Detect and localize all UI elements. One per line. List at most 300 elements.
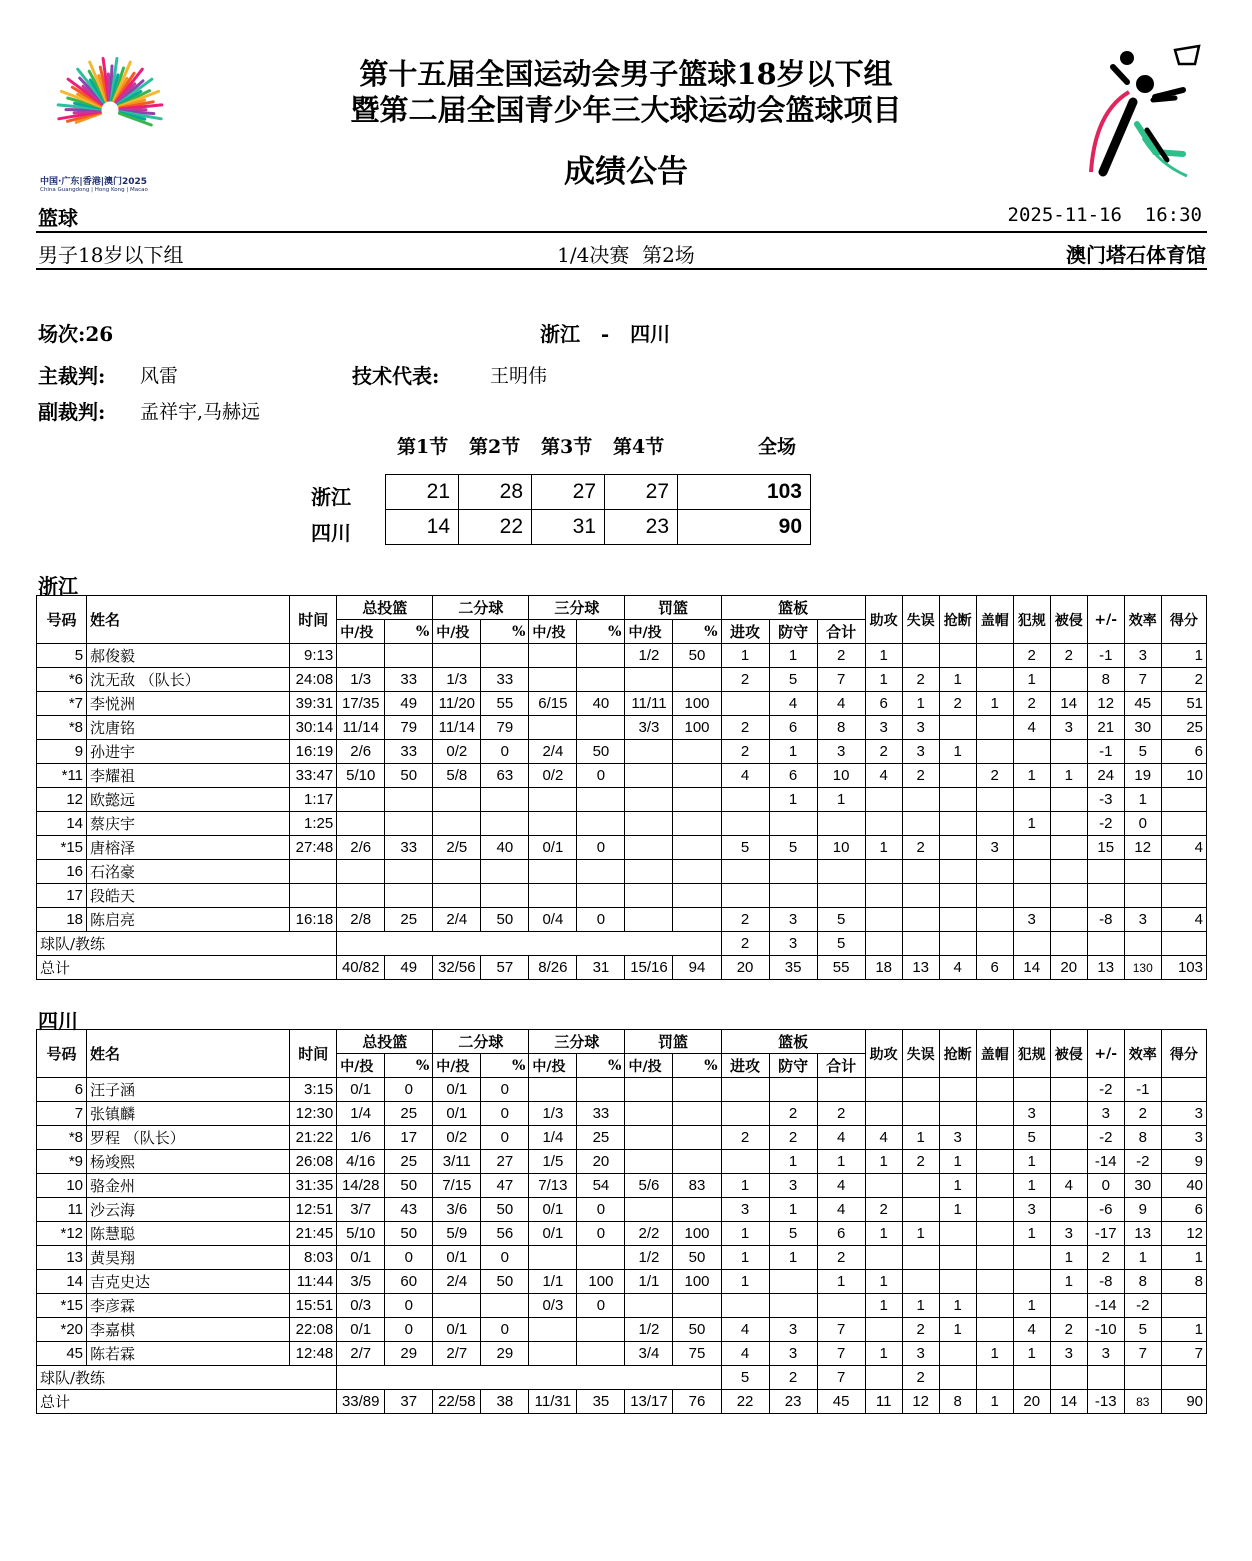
player-row bbox=[37, 836, 1207, 860]
stat-cell: 1 bbox=[865, 1294, 902, 1318]
total-cell: 38 bbox=[481, 1390, 529, 1414]
stat-cell bbox=[976, 668, 1013, 692]
blank-cell bbox=[1050, 932, 1087, 956]
stat-cell: 2 bbox=[721, 716, 769, 740]
stat-cell: 1 bbox=[1013, 812, 1050, 836]
stat-cell: -1 bbox=[1087, 740, 1124, 764]
stat-cell: 1/4 bbox=[529, 1126, 577, 1150]
col-pts: 得分 bbox=[1161, 1030, 1206, 1078]
stat-cell: 24:08 bbox=[290, 668, 337, 692]
stat-cell: 1/1 bbox=[625, 1270, 673, 1294]
logo-caption-en: China Guangdong | Hong Kong | Macao bbox=[40, 187, 148, 193]
stat-cell: 17 bbox=[385, 1126, 433, 1150]
stat-cell: 1:25 bbox=[290, 812, 337, 836]
stat-cell: 33 bbox=[385, 740, 433, 764]
stat-cell: 2 bbox=[817, 1246, 865, 1270]
stat-cell: 30 bbox=[1124, 716, 1161, 740]
col-time: 时间 bbox=[290, 596, 337, 644]
stat-cell bbox=[817, 812, 865, 836]
stat-cell: 7 bbox=[817, 668, 865, 692]
player-row bbox=[37, 1078, 1207, 1102]
stat-cell: 63 bbox=[481, 764, 529, 788]
stat-cell bbox=[939, 812, 976, 836]
col-tot-reb: 合计 bbox=[817, 620, 865, 644]
stat-cell bbox=[1050, 884, 1087, 908]
stat-cell: 100 bbox=[577, 1270, 625, 1294]
col-number: 号码 bbox=[37, 596, 87, 644]
stat-cell bbox=[673, 1102, 721, 1126]
stat-cell bbox=[939, 764, 976, 788]
stat-cell: 43 bbox=[385, 1198, 433, 1222]
stat-cell: 4 bbox=[1161, 836, 1206, 860]
blank-cell bbox=[865, 932, 902, 956]
stat-cell bbox=[865, 860, 902, 884]
player-row bbox=[37, 692, 1207, 716]
stat-cell bbox=[902, 860, 939, 884]
stat-cell: 3 bbox=[865, 716, 902, 740]
stat-cell bbox=[433, 884, 481, 908]
total-cell: 20 bbox=[1013, 1390, 1050, 1414]
col-pct: % bbox=[481, 620, 529, 644]
stat-cell: -3 bbox=[1087, 788, 1124, 812]
team-tot-reb: 7 bbox=[817, 1366, 865, 1390]
stat-cell: 2/6 bbox=[337, 836, 385, 860]
stat-cell bbox=[625, 1198, 673, 1222]
stat-cell: 21:22 bbox=[290, 1126, 337, 1150]
stat-cell bbox=[865, 788, 902, 812]
player-row bbox=[37, 644, 1207, 668]
stat-cell: 5 bbox=[769, 1222, 817, 1246]
player-name: 李彦霖 bbox=[87, 1294, 290, 1318]
stat-cell: 100 bbox=[673, 1222, 721, 1246]
stat-cell bbox=[577, 1342, 625, 1366]
stat-cell: 50 bbox=[673, 1246, 721, 1270]
stat-cell: 3/6 bbox=[433, 1198, 481, 1222]
col-pct: % bbox=[577, 620, 625, 644]
col-pct: % bbox=[385, 620, 433, 644]
total-cell: 94 bbox=[673, 956, 721, 980]
stat-cell bbox=[1050, 668, 1087, 692]
stat-cell: 50 bbox=[481, 908, 529, 932]
umpires-names: 孟祥宇,马赫远 bbox=[140, 401, 261, 423]
stat-cell: 5/8 bbox=[433, 764, 481, 788]
stat-cell: 0 bbox=[1124, 812, 1161, 836]
stat-cell: 1 bbox=[1161, 1246, 1206, 1270]
player-row bbox=[37, 668, 1207, 692]
player-row bbox=[37, 1126, 1207, 1150]
player-name: 沈无敌 （队长） bbox=[87, 668, 290, 692]
col-pct: % bbox=[673, 1054, 721, 1078]
stat-cell: 6 bbox=[817, 1222, 865, 1246]
col-blk: 盖帽 bbox=[976, 1030, 1013, 1078]
stat-cell: 1 bbox=[1013, 1222, 1050, 1246]
col-made-att: 中/投 bbox=[625, 1054, 673, 1078]
stat-cell bbox=[577, 788, 625, 812]
stat-cell: 3/5 bbox=[337, 1270, 385, 1294]
stat-cell bbox=[817, 1294, 865, 1318]
stat-cell bbox=[673, 668, 721, 692]
stat-cell bbox=[290, 860, 337, 884]
stat-cell: 4 bbox=[1013, 716, 1050, 740]
stat-cell: 8 bbox=[817, 716, 865, 740]
stat-cell: 5 bbox=[721, 836, 769, 860]
stat-cell: 1 bbox=[1013, 1294, 1050, 1318]
stat-cell: 33:47 bbox=[290, 764, 337, 788]
player-number: 6 bbox=[37, 1078, 87, 1102]
stat-cell: 0/2 bbox=[529, 764, 577, 788]
team-def-reb: 2 bbox=[769, 1366, 817, 1390]
stat-cell: 0/1 bbox=[337, 1246, 385, 1270]
stat-cell: 49 bbox=[385, 692, 433, 716]
stat-cell: 50 bbox=[673, 1318, 721, 1342]
stat-cell: 2/7 bbox=[433, 1342, 481, 1366]
total-cell: 35 bbox=[769, 956, 817, 980]
player-number: *15 bbox=[37, 1294, 87, 1318]
stat-cell: 26:08 bbox=[290, 1150, 337, 1174]
umpires-label: 副裁判: bbox=[38, 400, 106, 424]
stat-cell: 25 bbox=[577, 1126, 625, 1150]
stat-cell bbox=[673, 740, 721, 764]
stat-cell: 1 bbox=[769, 740, 817, 764]
stat-cell bbox=[721, 812, 769, 836]
stat-cell: 4/16 bbox=[337, 1150, 385, 1174]
header-row bbox=[37, 1030, 1207, 1054]
total-cell: 4 bbox=[939, 956, 976, 980]
player-row bbox=[37, 1174, 1207, 1198]
stat-cell bbox=[673, 1294, 721, 1318]
stat-cell bbox=[902, 1246, 939, 1270]
stat-cell: 4 bbox=[1013, 1318, 1050, 1342]
stat-cell: 3 bbox=[769, 1318, 817, 1342]
q4-score: 23 bbox=[605, 510, 678, 545]
stat-cell: 1 bbox=[769, 1198, 817, 1222]
player-name: 杨竣熙 bbox=[87, 1150, 290, 1174]
stat-cell bbox=[290, 884, 337, 908]
stat-cell: 2 bbox=[721, 668, 769, 692]
stat-cell: 6 bbox=[1161, 1198, 1206, 1222]
stat-cell bbox=[976, 1222, 1013, 1246]
stat-cell bbox=[385, 860, 433, 884]
col-made-att: 中/投 bbox=[433, 1054, 481, 1078]
q4-score: 27 bbox=[605, 475, 678, 510]
totals-row bbox=[37, 956, 1207, 980]
stat-cell bbox=[577, 1078, 625, 1102]
stat-cell bbox=[902, 1102, 939, 1126]
stat-cell: 1 bbox=[939, 1150, 976, 1174]
total-cell: 6 bbox=[976, 956, 1013, 980]
stat-cell: 4 bbox=[721, 1342, 769, 1366]
col-pct: % bbox=[673, 620, 721, 644]
total-cell: 130 bbox=[1124, 956, 1161, 980]
stat-cell bbox=[625, 860, 673, 884]
stat-cell: 1 bbox=[721, 1270, 769, 1294]
stat-cell: 1/3 bbox=[433, 668, 481, 692]
player-row bbox=[37, 1222, 1207, 1246]
total-cell: 23 bbox=[769, 1390, 817, 1414]
stat-cell: 6 bbox=[1161, 740, 1206, 764]
stat-cell: 13 bbox=[1124, 1222, 1161, 1246]
total-cell: 31 bbox=[577, 956, 625, 980]
player-name: 沙云海 bbox=[87, 1198, 290, 1222]
stat-cell: 1 bbox=[1124, 1246, 1161, 1270]
col-def-reb: 防守 bbox=[769, 620, 817, 644]
player-row bbox=[37, 740, 1207, 764]
stat-cell: 1:17 bbox=[290, 788, 337, 812]
stat-cell bbox=[1013, 1246, 1050, 1270]
divider bbox=[36, 268, 1207, 270]
stat-cell bbox=[939, 1078, 976, 1102]
stat-cell bbox=[529, 1318, 577, 1342]
player-name: 陈启亮 bbox=[87, 908, 290, 932]
total-cell: 11 bbox=[865, 1390, 902, 1414]
tech-delegate-name: 王明伟 bbox=[490, 365, 548, 387]
stat-cell: 16:19 bbox=[290, 740, 337, 764]
stat-cell: 0/1 bbox=[529, 836, 577, 860]
stat-cell: 3 bbox=[769, 1342, 817, 1366]
player-number: 11 bbox=[37, 1198, 87, 1222]
player-number: *6 bbox=[37, 668, 87, 692]
quarter-team-1: 浙江 bbox=[311, 485, 351, 509]
blank-cell bbox=[337, 932, 721, 956]
stat-cell bbox=[976, 908, 1013, 932]
stat-cell: 11/14 bbox=[337, 716, 385, 740]
stat-cell bbox=[976, 788, 1013, 812]
player-number: 12 bbox=[37, 788, 87, 812]
col-blk: 盖帽 bbox=[976, 596, 1013, 644]
stat-cell bbox=[577, 668, 625, 692]
stat-cell: 1 bbox=[976, 692, 1013, 716]
stat-cell bbox=[976, 1198, 1013, 1222]
stat-cell: 9:13 bbox=[290, 644, 337, 668]
col-reb: 篮板 bbox=[721, 596, 865, 620]
stat-cell bbox=[976, 644, 1013, 668]
team-2-heading: 四川 bbox=[38, 1009, 78, 1033]
stat-cell bbox=[865, 1102, 902, 1126]
col-fg: 总投篮 bbox=[337, 596, 433, 620]
total-cell: 13/17 bbox=[625, 1390, 673, 1414]
stat-cell: 33 bbox=[577, 1102, 625, 1126]
stat-cell: 12:51 bbox=[290, 1198, 337, 1222]
stat-cell: 16:18 bbox=[290, 908, 337, 932]
stat-cell: 11/14 bbox=[433, 716, 481, 740]
player-number: 16 bbox=[37, 860, 87, 884]
title-line-2: 暨第二届全国青少年三大球运动会篮球项目 bbox=[350, 93, 902, 127]
stat-cell: 6 bbox=[769, 764, 817, 788]
stat-cell bbox=[625, 764, 673, 788]
stat-cell: 2 bbox=[721, 908, 769, 932]
stat-cell: 3 bbox=[939, 1126, 976, 1150]
player-row bbox=[37, 1270, 1207, 1294]
stat-cell: 2 bbox=[902, 764, 939, 788]
stat-cell: 7 bbox=[1124, 1342, 1161, 1366]
stat-cell bbox=[769, 812, 817, 836]
player-name: 李耀祖 bbox=[87, 764, 290, 788]
stat-cell: 79 bbox=[385, 716, 433, 740]
quarter-1-label: 第1节 bbox=[397, 436, 449, 458]
quarter-team-2: 四川 bbox=[311, 521, 351, 545]
col-pm: +/- bbox=[1087, 596, 1124, 644]
stat-cell: 12 bbox=[1087, 692, 1124, 716]
stat-cell bbox=[673, 1078, 721, 1102]
stat-cell: 54 bbox=[577, 1174, 625, 1198]
stat-cell bbox=[817, 1078, 865, 1102]
stat-cell: 2 bbox=[939, 692, 976, 716]
team-coach-row bbox=[37, 932, 1207, 956]
stat-cell bbox=[1161, 1078, 1206, 1102]
team-1-box-score bbox=[36, 595, 1207, 980]
col-made-att: 中/投 bbox=[337, 1054, 385, 1078]
stat-cell: 1 bbox=[865, 836, 902, 860]
stat-cell: -2 bbox=[1087, 1126, 1124, 1150]
stat-cell: 1 bbox=[939, 1198, 976, 1222]
stat-cell bbox=[939, 908, 976, 932]
stat-cell: 100 bbox=[673, 692, 721, 716]
col-two: 二分球 bbox=[433, 596, 529, 620]
stat-cell bbox=[817, 884, 865, 908]
stat-cell bbox=[385, 812, 433, 836]
stat-cell: 30 bbox=[1124, 1174, 1161, 1198]
tech-delegate-label: 技术代表: bbox=[352, 364, 440, 388]
stat-cell: 14 bbox=[1050, 692, 1087, 716]
stat-cell: 60 bbox=[385, 1270, 433, 1294]
stat-cell bbox=[1124, 860, 1161, 884]
q2-score: 22 bbox=[459, 510, 532, 545]
stat-cell: -2 bbox=[1087, 812, 1124, 836]
stat-cell: 2 bbox=[902, 836, 939, 860]
stat-cell bbox=[1050, 788, 1087, 812]
stat-cell: 39:31 bbox=[290, 692, 337, 716]
stat-cell: 3 bbox=[1050, 1342, 1087, 1366]
player-name: 段皓天 bbox=[87, 884, 290, 908]
stat-cell: 2 bbox=[1013, 644, 1050, 668]
stat-cell bbox=[721, 1294, 769, 1318]
stat-cell: 1 bbox=[1013, 1174, 1050, 1198]
stat-cell: 0/1 bbox=[433, 1078, 481, 1102]
player-row bbox=[37, 812, 1207, 836]
stat-cell: 0 bbox=[385, 1318, 433, 1342]
total-cell: 13 bbox=[902, 956, 939, 980]
stat-cell: 2 bbox=[1050, 1318, 1087, 1342]
stat-cell: 8 bbox=[1124, 1126, 1161, 1150]
stat-cell bbox=[939, 716, 976, 740]
stat-cell: 2 bbox=[1050, 644, 1087, 668]
stat-cell bbox=[481, 788, 529, 812]
stat-cell: 2 bbox=[769, 1126, 817, 1150]
stat-cell bbox=[939, 1222, 976, 1246]
stat-cell: 0/2 bbox=[433, 1126, 481, 1150]
stat-cell: 3 bbox=[1087, 1102, 1124, 1126]
player-name: 罗程 （队长） bbox=[87, 1126, 290, 1150]
player-name: 陈慧聪 bbox=[87, 1222, 290, 1246]
stat-cell: 0 bbox=[481, 1318, 529, 1342]
stat-cell: 1 bbox=[939, 1318, 976, 1342]
stat-cell bbox=[769, 884, 817, 908]
stat-cell: 2/5 bbox=[433, 836, 481, 860]
stat-cell bbox=[769, 1294, 817, 1318]
stat-cell bbox=[939, 1246, 976, 1270]
stat-cell: 1 bbox=[865, 1150, 902, 1174]
logo-caption-cn: 中国·广东|香港|澳门2025 bbox=[40, 177, 148, 187]
stat-cell bbox=[1050, 812, 1087, 836]
stat-cell bbox=[433, 812, 481, 836]
stat-cell: 1 bbox=[976, 1342, 1013, 1366]
stat-cell bbox=[939, 860, 976, 884]
stat-cell bbox=[577, 812, 625, 836]
stat-cell: 0 bbox=[481, 740, 529, 764]
player-name: 陈若霖 bbox=[87, 1342, 290, 1366]
stat-cell: 7 bbox=[1124, 668, 1161, 692]
stat-cell bbox=[625, 836, 673, 860]
stat-cell: -6 bbox=[1087, 1198, 1124, 1222]
round-label: 1/4决赛 第2场 bbox=[557, 243, 695, 267]
team-coach-row bbox=[37, 1366, 1207, 1390]
stat-cell: 3 bbox=[1013, 1102, 1050, 1126]
stat-cell: 4 bbox=[865, 1126, 902, 1150]
stat-cell: 4 bbox=[721, 1318, 769, 1342]
stat-cell: 2/2 bbox=[625, 1222, 673, 1246]
stat-cell bbox=[433, 860, 481, 884]
stat-cell: 50 bbox=[385, 1174, 433, 1198]
stat-cell: 1/3 bbox=[337, 668, 385, 692]
stat-cell bbox=[673, 764, 721, 788]
stat-cell bbox=[721, 788, 769, 812]
stat-cell: 0 bbox=[385, 1078, 433, 1102]
player-number: *9 bbox=[37, 1150, 87, 1174]
stat-cell bbox=[902, 1174, 939, 1198]
stat-cell: 3 bbox=[976, 836, 1013, 860]
stat-cell bbox=[1050, 1102, 1087, 1126]
stat-cell: 9 bbox=[1161, 1150, 1206, 1174]
stat-cell: 55 bbox=[481, 692, 529, 716]
stat-cell bbox=[902, 644, 939, 668]
stat-cell bbox=[769, 1078, 817, 1102]
stat-cell: 1 bbox=[939, 1174, 976, 1198]
teams-line: 浙江 - 四川 bbox=[540, 322, 671, 346]
player-row bbox=[37, 788, 1207, 812]
stat-cell: 12:30 bbox=[290, 1102, 337, 1126]
team-def-reb: 3 bbox=[769, 932, 817, 956]
stat-cell: 0/1 bbox=[433, 1318, 481, 1342]
col-made-att: 中/投 bbox=[529, 1054, 577, 1078]
stat-cell: 2 bbox=[1124, 1102, 1161, 1126]
col-three: 三分球 bbox=[529, 596, 625, 620]
stat-cell: 4 bbox=[817, 1126, 865, 1150]
col-name: 姓名 bbox=[87, 1030, 290, 1078]
stat-cell bbox=[577, 1246, 625, 1270]
totals-label: 总计 bbox=[37, 1390, 337, 1414]
player-row bbox=[37, 1294, 1207, 1318]
team-coach-label: 球队/教练 bbox=[37, 1366, 337, 1390]
stat-cell bbox=[976, 740, 1013, 764]
col-made-att: 中/投 bbox=[337, 620, 385, 644]
total-cell: 18 bbox=[865, 956, 902, 980]
stat-cell bbox=[625, 740, 673, 764]
total-cell: 15/16 bbox=[625, 956, 673, 980]
stat-cell: 0/1 bbox=[433, 1246, 481, 1270]
stat-cell: 1 bbox=[939, 1294, 976, 1318]
col-to: 失误 bbox=[902, 1030, 939, 1078]
total-cell: 37 bbox=[385, 1390, 433, 1414]
stat-cell: 1 bbox=[902, 1294, 939, 1318]
stat-cell: 0 bbox=[577, 764, 625, 788]
player-row bbox=[37, 1342, 1207, 1366]
stat-cell: 1 bbox=[1013, 668, 1050, 692]
stat-cell bbox=[337, 884, 385, 908]
stat-cell: 2 bbox=[769, 1102, 817, 1126]
team-coach-label: 球队/教练 bbox=[37, 932, 337, 956]
stat-cell: 0 bbox=[481, 1078, 529, 1102]
stat-cell bbox=[976, 860, 1013, 884]
